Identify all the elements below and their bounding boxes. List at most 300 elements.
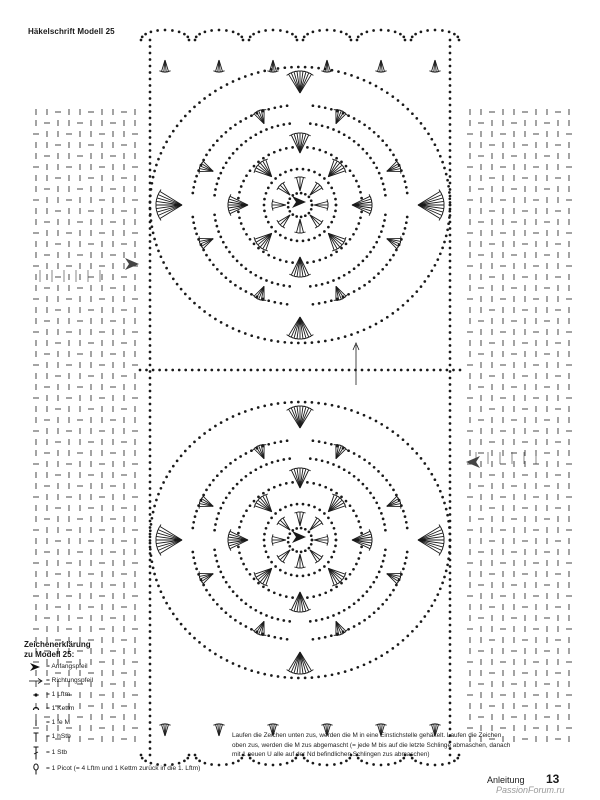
- chain-stitch: [245, 475, 248, 478]
- chain-stitch: [366, 152, 369, 155]
- chain-stitch: [291, 548, 294, 551]
- chain-stitch: [441, 161, 444, 164]
- chain-stitch: [306, 596, 309, 599]
- chain-stitch: [165, 602, 168, 605]
- chain-stitch: [155, 244, 158, 247]
- chain-stitch: [324, 675, 327, 678]
- chain-stitch: [348, 471, 351, 474]
- chain-stitch: [430, 269, 433, 272]
- chain-stitch: [249, 504, 252, 507]
- chain-stitch: [439, 155, 442, 158]
- chain-stitch: [212, 263, 215, 266]
- chain-stitch: [311, 204, 314, 207]
- chain-stitch: [449, 708, 452, 711]
- chain-stitch: [238, 413, 241, 416]
- chain-stitch: [165, 141, 168, 144]
- chain-stitch: [381, 603, 384, 606]
- chain-stitch: [309, 620, 312, 623]
- chain-stitch: [149, 214, 152, 217]
- chain-stitch: [306, 33, 309, 36]
- chain-stitch: [296, 575, 299, 578]
- chain-stitch: [327, 281, 330, 284]
- chain-stitch: [380, 654, 383, 657]
- chain-stitch: [149, 338, 152, 341]
- chain-stitch: [343, 468, 346, 471]
- chain-stitch: [234, 458, 237, 461]
- chain-stitch: [277, 618, 280, 621]
- chain-stitch: [345, 578, 348, 581]
- start-arrow-icon: [466, 456, 480, 468]
- chain-stitch: [226, 83, 229, 86]
- chain-stitch: [449, 409, 452, 412]
- chain-stitch: [352, 233, 355, 236]
- chain-stitch: [449, 234, 452, 237]
- chain-stitch: [220, 607, 223, 610]
- chain-stitch: [283, 401, 286, 404]
- chain-stitch: [217, 369, 220, 372]
- watermark-text: PassionForum.ru: [496, 785, 565, 795]
- chain-stitch: [415, 290, 418, 293]
- chain-stitch: [377, 470, 380, 473]
- chain-stitch: [330, 443, 333, 446]
- chain-stitch: [423, 280, 426, 283]
- chain-stitch: [263, 545, 266, 548]
- chain-stitch: [439, 490, 442, 493]
- chain-stitch: [449, 331, 452, 334]
- chain-stitch: [449, 266, 452, 269]
- chain-stitch: [374, 369, 377, 372]
- chain-stitch: [348, 36, 351, 39]
- chain-stitch: [404, 515, 407, 518]
- chain-stitch: [347, 114, 350, 117]
- chain-stitch: [387, 763, 390, 766]
- chain-stitch: [168, 470, 171, 473]
- chain-stitch: [356, 331, 359, 334]
- chain-stitch: [411, 630, 414, 633]
- chain-stitch: [318, 763, 321, 766]
- chain-stitch: [436, 149, 439, 152]
- chain-stitch: [362, 260, 365, 263]
- chain-stitch: [391, 430, 394, 433]
- chain-stitch: [289, 369, 292, 372]
- chain-stitch: [333, 29, 336, 32]
- chain-stitch: [236, 483, 239, 486]
- chain-stitch: [405, 186, 408, 189]
- legend-item-chain: [24, 688, 224, 702]
- instruction-note: [232, 732, 572, 761]
- chain-stitch: [330, 299, 333, 302]
- chain-stitch: [149, 611, 152, 614]
- chain-stitch: [357, 557, 360, 560]
- chain-stitch: [245, 568, 248, 571]
- chain-stitch: [360, 546, 363, 549]
- double-crochet: [157, 540, 182, 547]
- chain-stitch: [449, 91, 452, 94]
- chain-stitch: [448, 191, 451, 194]
- chain-stitch: [345, 33, 348, 36]
- chain-stitch: [157, 158, 160, 161]
- chain-stitch: [323, 230, 326, 233]
- chain-stitch: [420, 285, 423, 288]
- legend-label: = 1 Stb: [46, 749, 68, 756]
- chain-stitch: [449, 208, 452, 211]
- chain-stitch: [449, 325, 452, 328]
- chain-stitch: [262, 585, 265, 588]
- chain-stitch: [239, 287, 242, 290]
- chain-stitch: [302, 503, 305, 506]
- chain-stitch: [265, 463, 268, 466]
- stitch-top: [159, 71, 163, 72]
- chain-stitch: [270, 182, 273, 185]
- direction-arrow-icon: [28, 674, 44, 688]
- chain-stitch: [149, 637, 152, 640]
- chain-stitch: [449, 526, 452, 529]
- chain-stitch: [149, 416, 152, 419]
- chain-stitch: [279, 149, 282, 152]
- chain-stitch: [378, 172, 381, 175]
- chain-stitch: [308, 212, 311, 215]
- chain-stitch: [270, 517, 273, 520]
- double-crochet: [160, 205, 182, 219]
- chain-stitch: [245, 290, 248, 293]
- double-crochet: [300, 554, 304, 568]
- stitch-top: [327, 541, 328, 545]
- chain-stitch: [219, 571, 222, 574]
- chain-stitch: [149, 585, 152, 588]
- chain-stitch: [205, 154, 208, 157]
- chain-stitch: [380, 319, 383, 322]
- chain-stitch: [345, 500, 348, 503]
- chain-stitch: [324, 591, 327, 594]
- chain-stitch: [245, 117, 248, 120]
- chain-stitch: [284, 572, 287, 575]
- chain-stitch: [436, 593, 439, 596]
- chain-stitch: [378, 571, 381, 574]
- chain-stitch: [198, 101, 201, 104]
- chain-stitch: [197, 369, 200, 372]
- chain-stitch: [149, 149, 152, 152]
- chain-stitch: [446, 514, 449, 517]
- chain-stitch: [449, 377, 452, 380]
- chain-stitch: [360, 197, 363, 200]
- chain-stitch: [283, 676, 286, 679]
- chain-stitch: [359, 191, 362, 194]
- chain-stitch: [205, 489, 208, 492]
- chain-stitch: [237, 532, 240, 535]
- chain-stitch: [449, 487, 452, 490]
- chain-stitch: [286, 762, 289, 765]
- chain-stitch: [149, 598, 152, 601]
- double-crochet: [297, 512, 301, 526]
- stitch-top: [429, 71, 433, 72]
- chain-stitch: [286, 104, 289, 107]
- chain-stitch: [434, 478, 437, 481]
- stitch-top: [328, 724, 332, 725]
- chain-stitch: [405, 521, 408, 524]
- chain-stitch: [347, 628, 350, 631]
- chain-stitch: [335, 204, 338, 207]
- chain-stitch: [375, 323, 378, 326]
- chain-stitch: [257, 336, 260, 339]
- chain-stitch: [149, 156, 152, 159]
- chain-stitch: [373, 276, 376, 279]
- chain-stitch: [327, 561, 330, 564]
- chain-stitch: [186, 36, 189, 39]
- chain-stitch: [369, 586, 372, 589]
- chain-stitch: [449, 156, 452, 159]
- chain-stitch: [191, 527, 194, 530]
- chain-stitch: [402, 36, 405, 39]
- chain-stitch: [331, 673, 334, 676]
- chain-stitch: [222, 576, 225, 579]
- chain-stitch: [318, 105, 321, 108]
- chain-stitch: [362, 483, 365, 486]
- chain-stitch: [369, 82, 372, 85]
- chain-stitch: [358, 622, 361, 625]
- chain-stitch: [353, 267, 356, 270]
- chain-stitch: [271, 281, 274, 284]
- chain-stitch: [149, 227, 152, 230]
- chain-stitch: [449, 162, 452, 165]
- chain-stitch: [230, 369, 233, 372]
- chain-stitch: [391, 95, 394, 98]
- chain-stitch: [449, 214, 452, 217]
- chain-stitch: [449, 396, 452, 399]
- chain-stitch: [237, 197, 240, 200]
- chain-stitch: [366, 255, 369, 258]
- chain-stitch: [273, 106, 276, 109]
- chain-stitch: [383, 188, 386, 191]
- chain-stitch: [330, 522, 333, 525]
- chain-stitch: [149, 546, 152, 549]
- chain-stitch: [330, 489, 333, 492]
- chain-stitch: [350, 333, 353, 336]
- chain-stitch: [176, 125, 179, 128]
- chain-stitch: [208, 484, 211, 487]
- chain-stitch: [318, 569, 321, 572]
- chain-stitch: [352, 568, 355, 571]
- chain-stitch: [279, 594, 282, 597]
- chain-stitch: [239, 455, 242, 458]
- chain-stitch: [449, 71, 452, 74]
- chain-stitch: [312, 638, 315, 641]
- chain-stitch: [225, 581, 228, 584]
- chain-stitch: [225, 611, 228, 614]
- chain-stitch: [449, 624, 452, 627]
- chain-stitch: [389, 594, 392, 597]
- chain-stitch: [296, 39, 299, 42]
- chain-stitch: [263, 369, 266, 372]
- chain-stitch: [250, 334, 253, 337]
- chain-stitch: [380, 177, 383, 180]
- chain-stitch: [445, 570, 448, 573]
- chain-stitch: [168, 607, 171, 610]
- chain-stitch: [358, 455, 361, 458]
- chain-stitch: [322, 369, 325, 372]
- chain-stitch: [160, 255, 163, 258]
- chain-stitch: [333, 550, 336, 553]
- chain-stitch: [318, 484, 321, 487]
- chain-stitch: [286, 638, 289, 641]
- chain-stitch: [285, 147, 288, 150]
- chain-stitch: [248, 39, 251, 42]
- chain-stitch: [337, 70, 340, 73]
- chain-stitch: [245, 452, 248, 455]
- chain-stitch: [423, 127, 426, 130]
- chain-stitch: [400, 369, 403, 372]
- stitch-top: [327, 206, 328, 210]
- chain-stitch: [263, 198, 266, 201]
- chain-stitch: [270, 339, 273, 342]
- chain-stitch: [406, 108, 409, 111]
- note-line-1: Laufen die Zeichen unten zus, werden die M in eine Einstichstelle gehäkelt. Laufen die Zeichen: [232, 732, 502, 739]
- chain-stitch: [232, 662, 235, 665]
- chain-stitch: [155, 164, 158, 167]
- chain-stitch: [240, 264, 243, 267]
- chain-stitch: [382, 518, 385, 521]
- double-crochet: [418, 191, 440, 205]
- chain-stitch: [294, 36, 297, 39]
- chain-stitch: [149, 390, 152, 393]
- chain-stitch: [423, 615, 426, 618]
- chain-stitch: [318, 149, 321, 152]
- chain-stitch: [149, 559, 152, 562]
- chain-stitch: [245, 267, 248, 270]
- chain-stitch: [340, 161, 343, 164]
- legend-label: = 1 Picot (= 4 Lftm und 1 Kettm zurück in die 1. Lftm): [46, 765, 201, 772]
- chain-stitch: [149, 305, 152, 308]
- chain-stitch: [300, 551, 303, 554]
- chain-stitch: [224, 369, 227, 372]
- chain-stitch: [149, 630, 152, 633]
- chain-stitch: [168, 135, 171, 138]
- chain-stitch: [411, 36, 414, 39]
- chain-stitch: [449, 344, 452, 347]
- chain-stitch: [330, 108, 333, 111]
- chain-stitch: [212, 479, 215, 482]
- chain-stitch: [449, 669, 452, 672]
- chain-stitch: [250, 73, 253, 76]
- chain-stitch: [284, 506, 287, 509]
- chain-stitch: [306, 261, 309, 264]
- chain-stitch: [284, 237, 287, 240]
- chain-stitch: [368, 615, 371, 618]
- chain-stitch: [267, 299, 270, 302]
- chain-stitch: [386, 651, 389, 654]
- chain-stitch: [349, 169, 352, 172]
- chain-stitch: [217, 565, 220, 568]
- chain-stitch: [383, 554, 386, 557]
- chain-stitch: [436, 258, 439, 261]
- chain-stitch: [263, 70, 266, 73]
- chain-stitch: [385, 598, 388, 601]
- chain-stitch: [267, 443, 270, 446]
- chain-stitch: [449, 461, 452, 464]
- chain-stitch: [318, 302, 321, 305]
- chain-stitch: [222, 501, 225, 504]
- chain-stitch: [321, 618, 324, 621]
- chain-stitch: [399, 33, 402, 36]
- stitch-top: [436, 724, 440, 725]
- chain-stitch: [436, 484, 439, 487]
- chain-stitch: [411, 112, 414, 115]
- chain-stitch: [449, 175, 452, 178]
- chain-stitch: [340, 496, 343, 499]
- chain-stitch: [232, 80, 235, 83]
- chain-stitch: [343, 609, 346, 612]
- chain-stitch: [242, 563, 245, 566]
- chain-stitch: [252, 33, 255, 36]
- chain-stitch: [214, 188, 217, 191]
- chain-stitch: [449, 604, 452, 607]
- chain-stitch: [250, 628, 253, 631]
- chain-stitch: [420, 762, 423, 765]
- chain-stitch: [242, 39, 245, 42]
- chain-stitch: [149, 104, 152, 107]
- chain-stitch: [394, 762, 397, 765]
- chain-stitch: [238, 551, 241, 554]
- chain-stitch: [449, 559, 452, 562]
- chain-stitch: [250, 293, 253, 296]
- chain-stitch: [449, 292, 452, 295]
- chain-stitch: [353, 140, 356, 143]
- stitch-top: [267, 71, 271, 72]
- chain-stitch: [162, 261, 165, 264]
- chain-stitch: [363, 458, 366, 461]
- chain-stitch: [338, 466, 341, 469]
- chain-stitch: [348, 136, 351, 139]
- chain-stitch: [152, 369, 155, 372]
- chain-stitch: [337, 672, 340, 675]
- chain-stitch: [402, 233, 405, 236]
- chain-stitch: [295, 550, 298, 553]
- chain-stitch: [304, 401, 307, 404]
- chain-stitch: [213, 194, 216, 197]
- chain-stitch: [449, 520, 452, 523]
- chain-stitch: [214, 425, 217, 428]
- chain-stitch: [449, 169, 452, 172]
- legend-label: = 1 Lftm: [46, 691, 71, 698]
- chain-stitch: [304, 677, 307, 680]
- chain-stitch: [368, 280, 371, 283]
- stitch-top: [274, 724, 278, 725]
- chain-stitch: [312, 439, 315, 442]
- chain-stitch: [149, 578, 152, 581]
- chain-stitch: [449, 364, 452, 367]
- chain-stitch: [290, 66, 293, 69]
- chain-stitch: [277, 459, 280, 462]
- chain-stitch: [149, 409, 152, 412]
- chain-stitch: [382, 225, 385, 228]
- chain-stitch: [253, 500, 256, 503]
- chain-stitch: [405, 556, 408, 559]
- chain-stitch: [446, 563, 449, 566]
- chain-stitch: [375, 241, 378, 244]
- chain-stitch: [397, 434, 400, 437]
- chain-stitch: [324, 486, 327, 489]
- chain-stitch: [239, 120, 242, 123]
- chain-stitch: [369, 492, 372, 495]
- chain-stitch: [324, 441, 327, 444]
- chain-stitch: [449, 123, 452, 126]
- chain-stitch: [449, 572, 452, 575]
- chain-stitch: [445, 235, 448, 238]
- chain-stitch: [308, 369, 311, 372]
- chain-stitch: [317, 341, 320, 344]
- chain-stitch: [222, 241, 225, 244]
- chain-stitch: [149, 552, 152, 555]
- chain-stitch: [149, 221, 152, 224]
